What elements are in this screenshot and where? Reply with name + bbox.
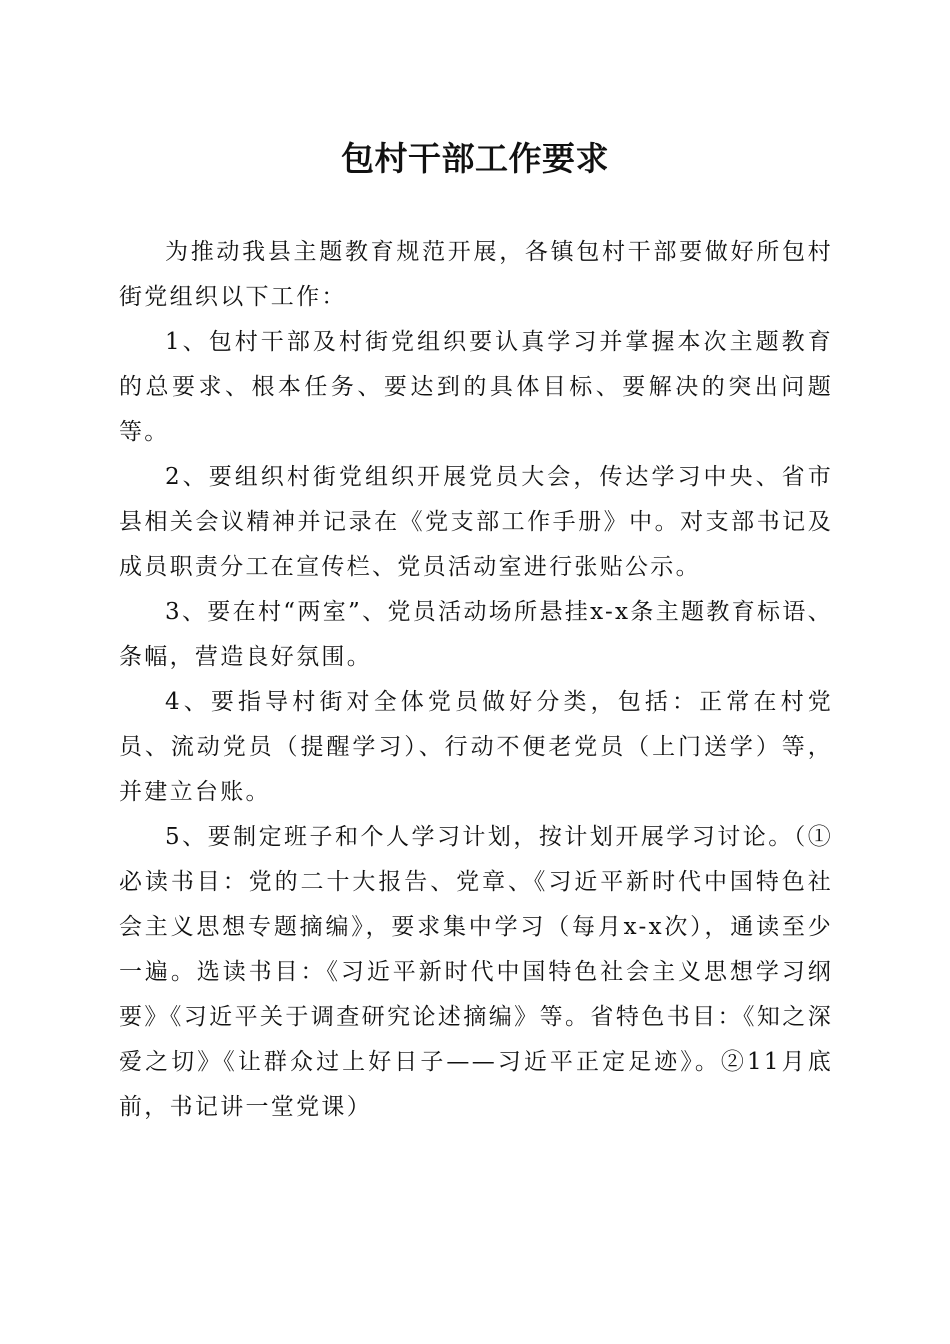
item-1-paragraph: 1、包村干部及村街党组织要认真学习并掌握本次主题教育的总要求、根本任务、要达到的具体目标、要解决的突出问题等。 <box>119 329 833 445</box>
item-2-paragraph: 2、要组织村街党组织开展党员大会，传达学习中央、省市县相关会议精神并记录在《党支部工作手册》中。对支部书记及成员职责分工在宣传栏、党员活动室进行张贴公示。 <box>119 464 833 580</box>
document-title: 包村干部工作要求 <box>341 139 609 178</box>
document-body <box>119 230 833 1130</box>
intro-paragraph: 为推动我县主题教育规范开展，各镇包村干部要做好所包村街党组织以下工作： <box>119 239 833 310</box>
item-4-paragraph: 4、要指导村街对全体党员做好分类，包括：正常在村党员、流动党员（提醒学习）、行动不便老党员（上门送学）等，并建立台账。 <box>119 689 833 805</box>
item-3-paragraph: 3、要在村“两室”、党员活动场所悬挂x-x条主题教育标语、条幅，营造良好氛围。 <box>119 599 833 670</box>
item-5-paragraph: 5、要制定班子和个人学习计划，按计划开展学习讨论。（①必读书目：党的二十大报告、党章、《习近平新时代中国特色社会主义思想专题摘编》，要求集中学习（每月x-x次），通读至少一遍。选读书目：《习近平新时代中国特色社会主义思想学习纲要》《习近平关于调查研究论述摘编》等。省特色书目：《知之深爱之切》《让群众过上好日子——习近平正定足迹》。②11月底前，书记讲一堂党课） <box>119 824 833 1120</box>
